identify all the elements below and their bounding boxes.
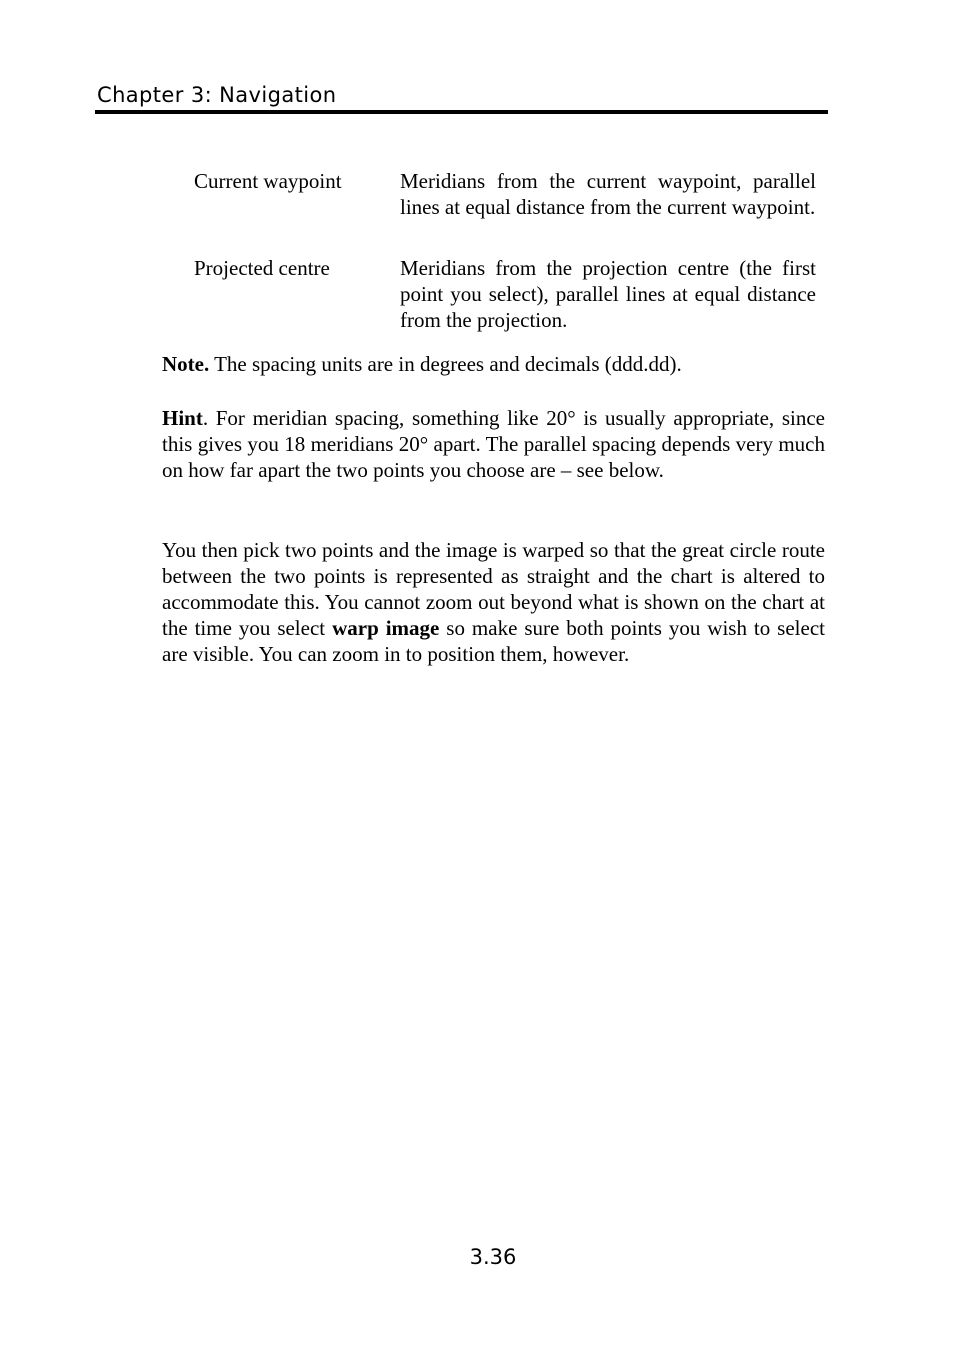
header-rule <box>95 110 828 114</box>
hint-label: Hint <box>162 406 203 430</box>
chapter-header: Chapter 3: Navigation <box>97 83 337 107</box>
definition-description: Meridians from the projection centre (the first point you select), parallel lines at equal distance from the projection. <box>400 256 816 332</box>
note-label: Note. <box>162 352 210 376</box>
page-number: 3.36 <box>469 1245 517 1269</box>
warp-text-before: You then pick two points and the image is warped so that the great circle route between the two points is represented as straight and the chart is altered to accommodate this. You cannot zoom out beyond what is shown on the chart at the time you select <box>162 538 825 640</box>
note-paragraph <box>162 351 825 377</box>
warp-image-term: warp image <box>332 616 440 640</box>
warp-image-paragraph <box>162 537 825 667</box>
definition-term: Current waypoint <box>194 169 342 193</box>
definition-description: Meridians from the current waypoint, parallel lines at equal distance from the current waypoint. <box>400 169 816 219</box>
warp-text-after: so make sure both points you wish to select are visible. You can zoom in to position them, however. <box>162 616 825 666</box>
note-text: The spacing units are in degrees and decimals (ddd.dd). <box>209 352 682 376</box>
definition-term: Projected centre <box>194 256 330 280</box>
hint-text: . For meridian spacing, something like 20° is usually appropriate, since this gives you 18 meridians 20° apart. The parallel spacing depends very much on how far apart the two points you choose are – see below. <box>162 406 825 482</box>
hint-paragraph <box>162 405 825 483</box>
